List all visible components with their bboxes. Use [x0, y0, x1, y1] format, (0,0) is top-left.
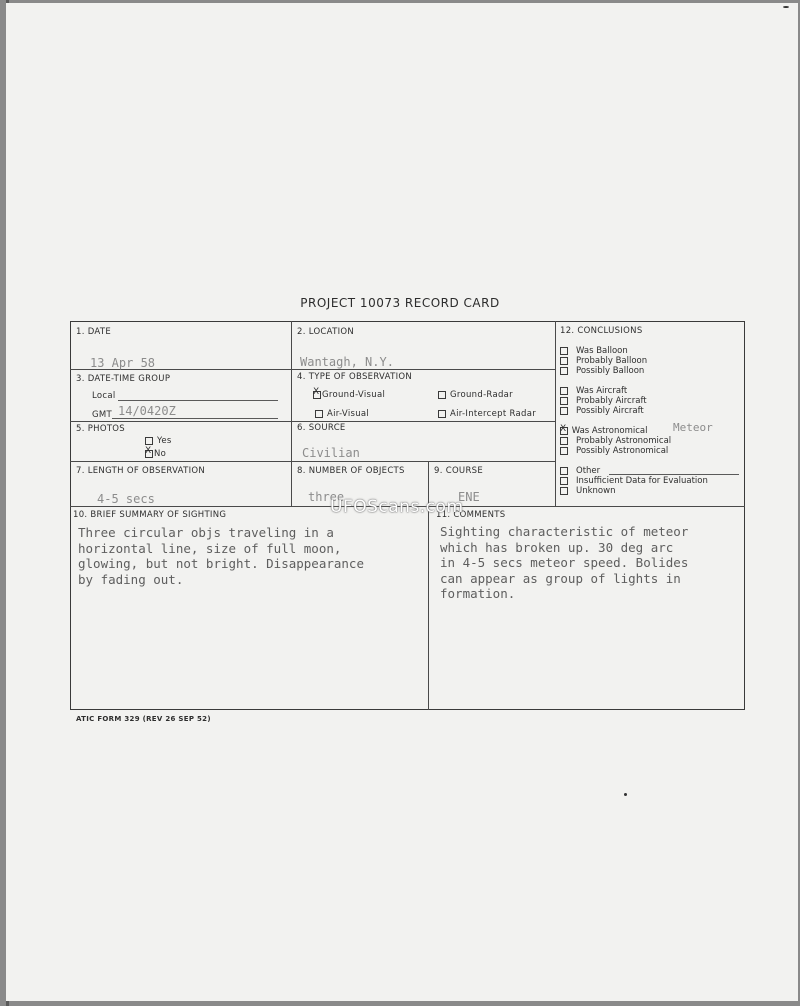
number-value: three — [308, 490, 345, 504]
air-intercept-label: Air-Intercept Radar — [450, 409, 537, 419]
summary-text: Three circular objs traveling in a horizontal line, size of full moon, glowing, but not bright. Disappearance by fading out. — [78, 525, 364, 587]
checkbox-icon — [438, 391, 446, 399]
checkbox-icon — [560, 367, 568, 375]
conclusion-label: Insufficient Data for Evaluation — [576, 476, 708, 486]
conclusion-label: Possibly Aircraft — [576, 406, 644, 416]
checkbox-icon — [438, 410, 446, 418]
conclusion-label: Was Aircraft — [576, 386, 628, 396]
summary-label: 10. BRIEF SUMMARY OF SIGHTING — [73, 510, 227, 520]
conclusion-label: Was Balloon — [576, 346, 628, 356]
conclusion-item-astronomical — [560, 423, 648, 436]
checkbox-icon — [560, 397, 568, 405]
conclusion-item — [560, 406, 644, 416]
course-value: ENE — [458, 490, 480, 504]
conclusion-item — [560, 466, 600, 476]
dtg-label: 3. DATE-TIME GROUP — [76, 374, 171, 384]
rule — [70, 421, 556, 422]
local-line — [118, 400, 278, 401]
location-value: Wantagh, N.Y. — [300, 355, 394, 369]
course-label: 9. COURSE — [434, 466, 484, 476]
checkbox-icon — [313, 386, 321, 399]
meteor-note: Meteor — [673, 421, 713, 434]
conclusion-label: Probably Astronomical — [576, 436, 672, 446]
gmt-label: GMT — [92, 410, 113, 420]
checkbox-icon — [145, 437, 153, 445]
ground-visual-label: Ground-Visual — [322, 390, 386, 400]
conclusion-item — [560, 386, 627, 396]
conclusion-item — [560, 356, 647, 366]
ground-visual-option — [313, 386, 386, 400]
scan-speck — [624, 793, 627, 796]
checkbox-icon — [560, 347, 568, 355]
conclusion-label: Unknown — [576, 486, 616, 496]
x-mark: X — [560, 423, 567, 434]
date-value: 13 Apr 58 — [90, 356, 156, 370]
checkbox-icon — [560, 447, 568, 455]
conclusion-item — [560, 346, 628, 356]
local-label: Local — [92, 391, 116, 401]
conclusion-label: Possibly Balloon — [576, 366, 645, 376]
comments-text: Sighting characteristic of meteor which has broken up. 30 deg arc in 4-5 secs meteor speed. Bolides can appear as group of lights in formation. — [440, 524, 689, 601]
photos-yes-option — [145, 436, 172, 446]
other-line — [609, 474, 739, 475]
checkbox-icon — [560, 437, 568, 445]
length-label: 7. LENGTH OF OBSERVATION — [76, 466, 206, 476]
location-label: 2. LOCATION — [297, 327, 355, 337]
length-value: 4-5 secs — [97, 492, 155, 506]
conclusion-item — [560, 476, 708, 486]
ground-radar-option — [438, 390, 513, 400]
watermark: UFOScans.com — [330, 497, 464, 517]
conclusion-item — [560, 486, 615, 496]
conclusion-label: Probably Aircraft — [576, 396, 647, 406]
form-number: ATIC FORM 329 (REV 26 SEP 52) — [76, 715, 211, 723]
conclusion-label: Other — [576, 466, 601, 476]
checkbox-icon — [560, 467, 568, 475]
gmt-value: 14/0420Z — [118, 404, 176, 418]
source-value: Civilian — [302, 446, 360, 460]
photos-no-option — [145, 445, 167, 459]
rule — [291, 321, 292, 506]
photos-no-label: No — [154, 449, 167, 459]
x-mark: X — [313, 386, 320, 397]
conclusion-item — [560, 366, 644, 376]
checkbox-icon — [315, 410, 323, 418]
conclusion-item — [560, 446, 668, 456]
photos-label: 5. PHOTOS — [76, 424, 125, 434]
type-label: 4. TYPE OF OBSERVATION — [297, 372, 413, 382]
ground-radar-label: Ground-Radar — [450, 390, 513, 400]
conclusions-label: 12. CONCLUSIONS — [560, 326, 643, 336]
gmt-line — [112, 418, 278, 419]
checkbox-icon — [560, 407, 568, 415]
conclusion-label: Probably Balloon — [576, 356, 648, 366]
checkbox-icon — [560, 387, 568, 395]
checkbox-icon — [560, 477, 568, 485]
conclusion-item — [560, 436, 671, 446]
air-intercept-option — [438, 409, 536, 419]
conclusion-item — [560, 396, 647, 406]
checkbox-icon — [145, 445, 153, 458]
scan-speck — [783, 6, 789, 8]
air-visual-option — [315, 409, 369, 419]
rule — [555, 321, 556, 506]
source-label: 6. SOURCE — [297, 423, 346, 433]
air-visual-label: Air-Visual — [327, 409, 370, 419]
comments-label: 11. COMMENTS — [436, 510, 506, 520]
x-mark: X — [145, 445, 152, 456]
conclusion-label: Possibly Astronomical — [576, 446, 669, 456]
photos-yes-label: Yes — [157, 436, 172, 446]
conclusion-label: Was Astronomical — [571, 426, 648, 436]
checkbox-icon — [560, 357, 568, 365]
rule — [70, 461, 556, 462]
date-label: 1. DATE — [76, 327, 112, 337]
checkbox-icon — [560, 487, 568, 495]
number-label: 8. NUMBER OF OBJECTS — [297, 466, 405, 476]
card-title: PROJECT 10073 RECORD CARD — [300, 296, 500, 310]
checkbox-icon — [560, 423, 568, 435]
